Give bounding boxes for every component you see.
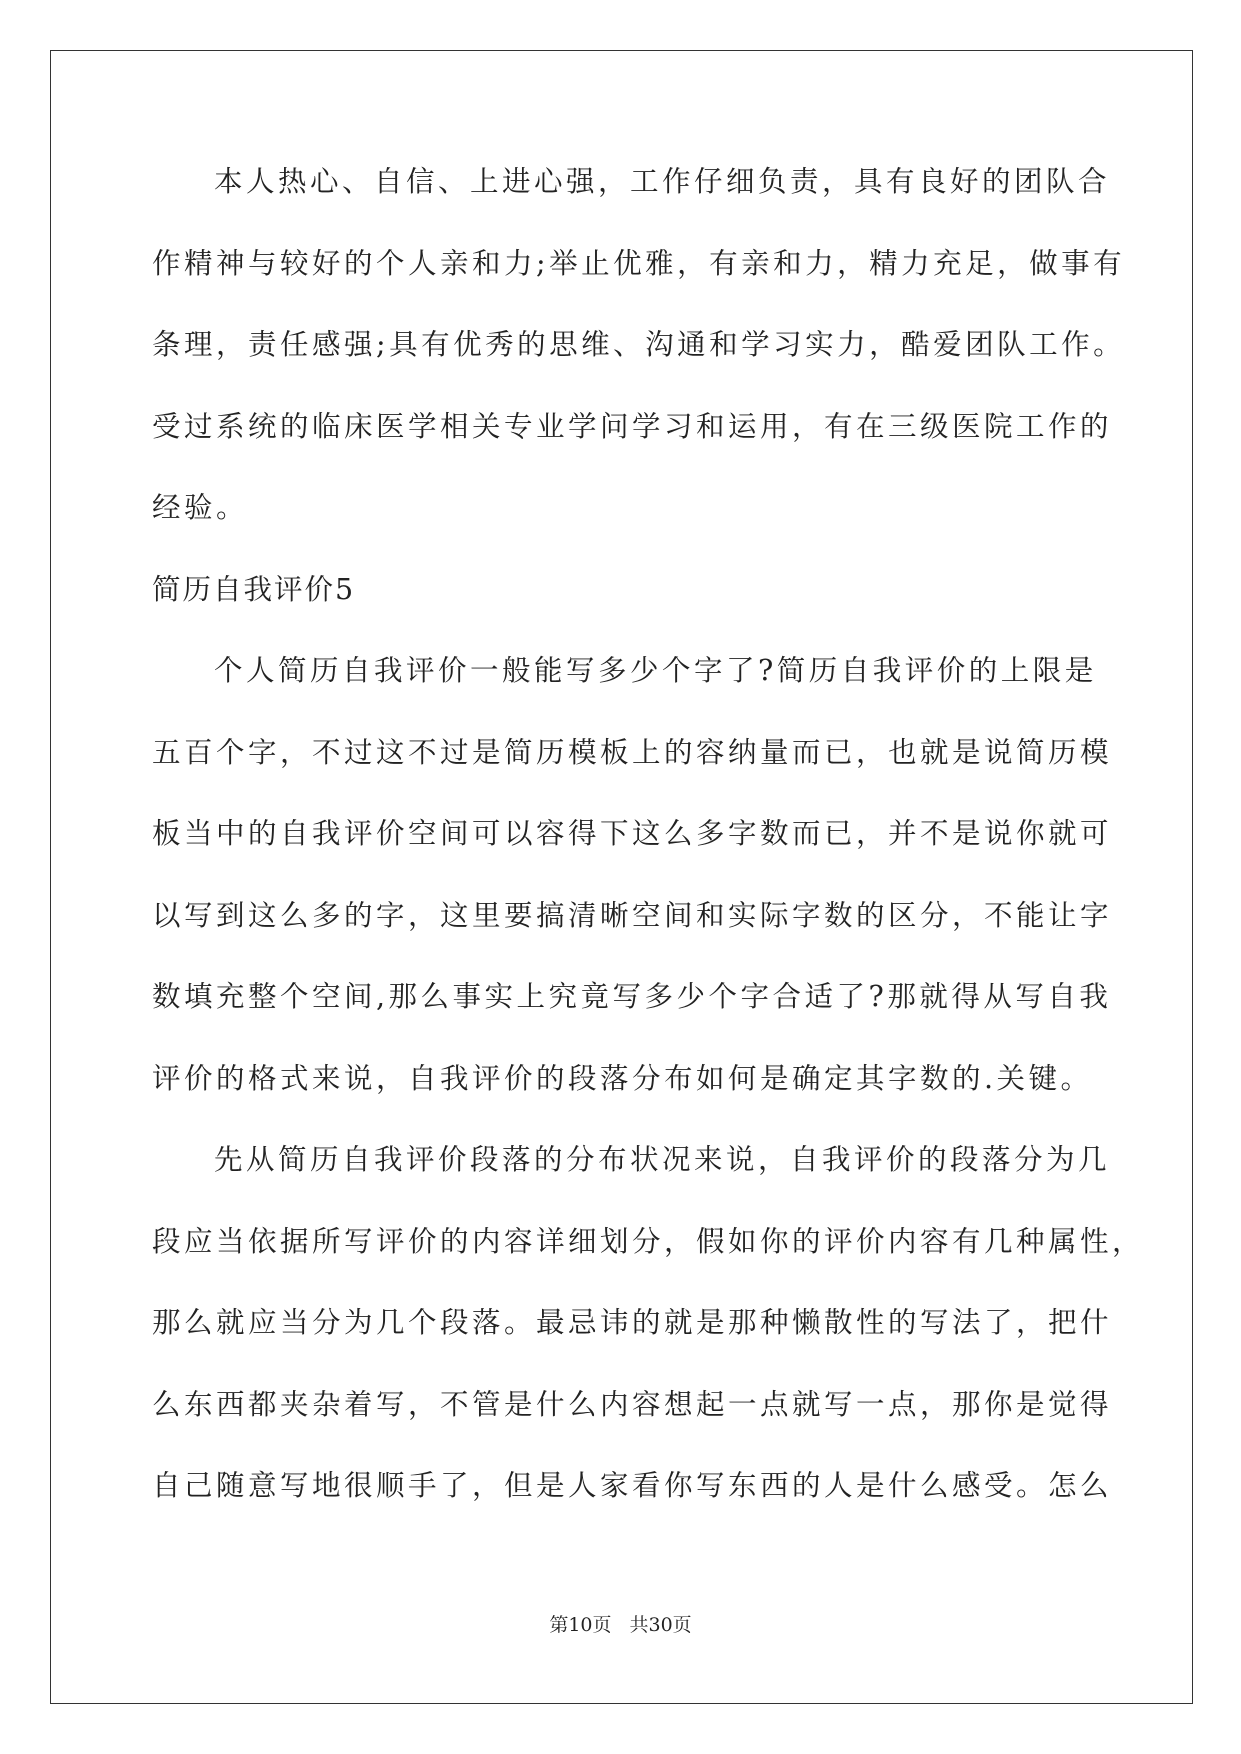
paragraph-line: 作精神与较好的个人亲和力;举止优雅，有亲和力，精力充足，做事有 [152,246,1126,280]
paragraph-line: 数填充整个空间,那么事实上究竟写多少个字合适了?那就得从写自我 [152,980,1112,1013]
page-number-current: 第10页 [549,1614,612,1636]
paragraph-line: 以写到这么多的字，这里要搞清晰空间和实际字数的区分，不能让字 [152,898,1113,932]
paragraph-line: 条理，责任感强;具有优秀的思维、沟通和学习实力，酷爱团队工作。 [152,328,1126,361]
paragraph-line: 本人热心、自信、上进心强，工作仔细负责，具有良好的团队合 [214,165,1111,198]
section-heading: 简历自我评价5 [152,572,356,606]
paragraph-line: 板当中的自我评价空间可以容得下这么多字数而已，并不是说你就可 [152,817,1113,850]
paragraph-line: 段应当依据所写评价的内容详细划分，假如你的评价内容有几种属性， [152,1224,1145,1258]
paragraph-line: 评价的格式来说，自我评价的段落分布如何是确定其字数的.关键。 [152,1061,1093,1095]
document-body [152,160,1145,1546]
paragraph-line: 五百个字，不过这不过是简历模板上的容纳量而已，也就是说简历模 [152,735,1113,769]
paragraph-line: 先从简历自我评价段落的分布状况来说，自我评价的段落分为几 [214,1143,1111,1176]
paragraph-line: 那么就应当分为几个段落。最忌讳的就是那种懒散性的写法了，把什 [152,1306,1113,1339]
paragraph-line: 自己随意写地很顺手了，但是人家看你写东西的人是什么感受。怎么 [152,1469,1113,1502]
paragraph-line: 个人简历自我评价一般能写多少个字了?简历自我评价的上限是 [214,654,1097,687]
paragraph-line: 受过系统的临床医学相关专业学问学习和运用，有在三级医院工作的 [152,409,1113,443]
paragraph-line: 经验。 [152,491,249,524]
page-number-total: 共30页 [629,1614,692,1636]
paragraph-line: 么东西都夹杂着写，不管是什么内容想起一点就写一点，那你是觉得 [152,1387,1113,1421]
page-footer [0,1610,1241,1637]
